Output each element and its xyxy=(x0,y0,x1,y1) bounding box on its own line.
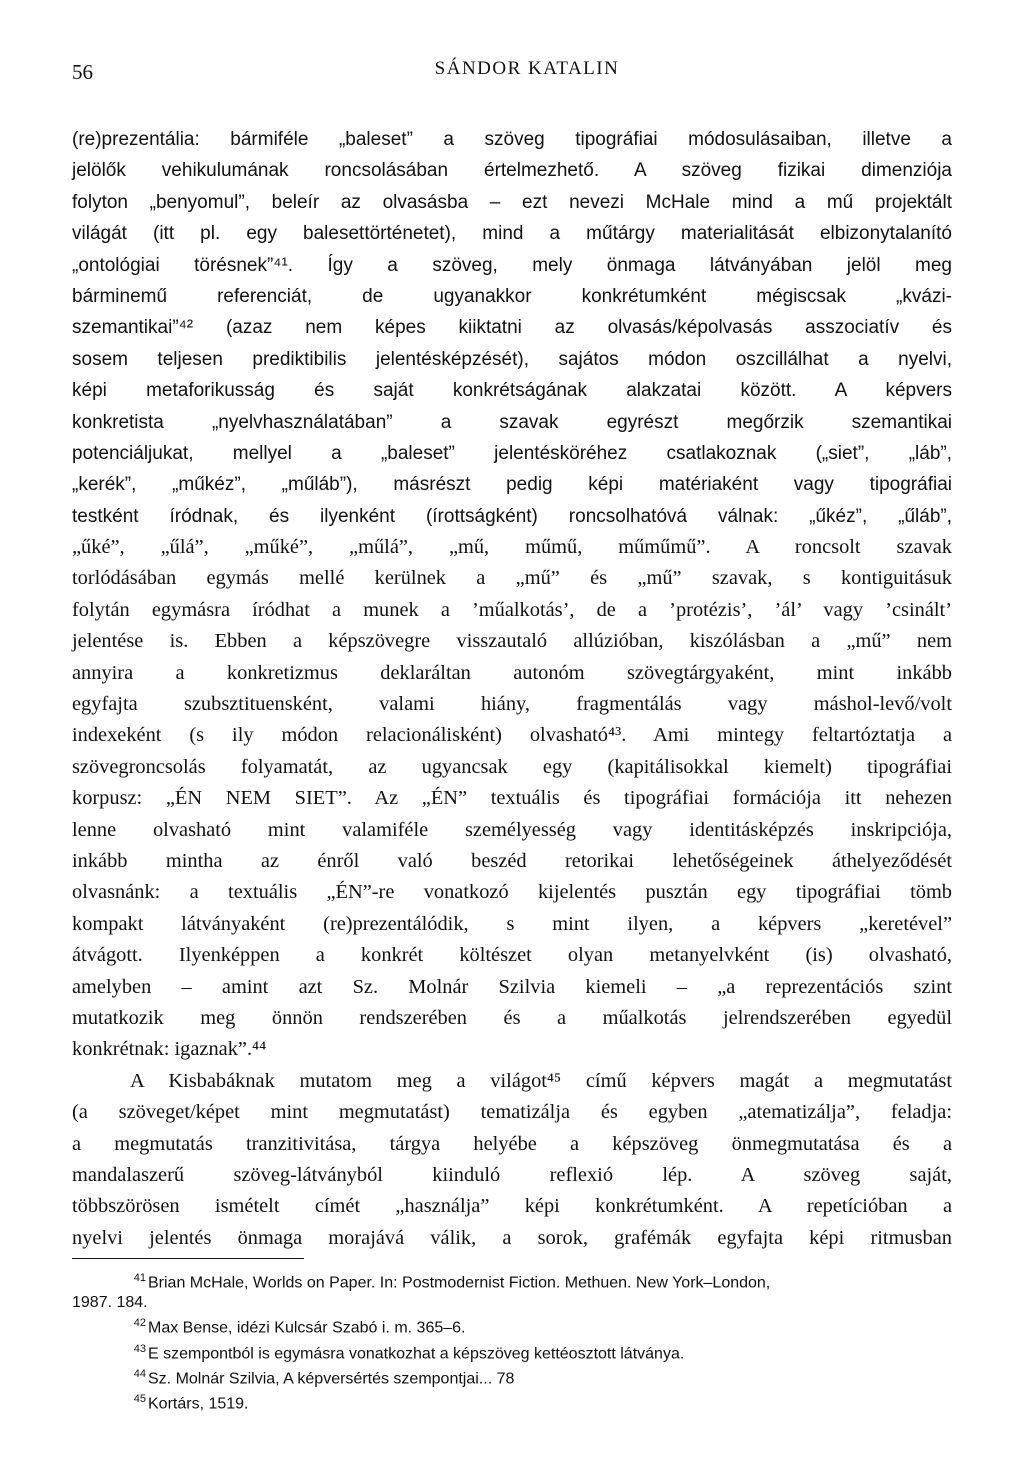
text-line: (a szöveget/képet mint megmutatást) tematizálja és egyben „atematizálja”, feladja: xyxy=(72,1101,952,1124)
text-line: egyfajta szubsztituensként, valami hiány, fragmentálás vagy máshol-levő/volt xyxy=(72,693,952,716)
page-header xyxy=(72,60,952,90)
footnote-number: 45 xyxy=(133,1393,146,1406)
body-text xyxy=(72,124,952,1254)
footnote-text: 1987. 184. xyxy=(72,1294,148,1312)
text-line: indexeként (s ily módon relacionálisként) olvasható⁴³. Ami mintegy feltartóztatja a xyxy=(72,724,952,747)
text-line: jelölők vehikulumának roncsolásában értelmezhető. A szöveg fizikai dimenziója xyxy=(72,160,952,182)
text-line: folyton „benyomul”, beleír az olvasásba – ezt nevezi McHale mind a mű projektált xyxy=(72,191,952,213)
footnote xyxy=(72,1339,952,1364)
footnote-number: 41 xyxy=(133,1272,146,1284)
footnote-number: 42 xyxy=(133,1317,146,1330)
text-line: amelyben – amint azt Sz. Molnár Szilvia kiemeli – „a reprezentációs szint xyxy=(72,975,952,998)
text-line: sosem teljesen prediktibilis jelentésképzését), sajátos módon oszcillálhat a nyelvi, xyxy=(72,348,952,370)
text-line: annyira a konkretizmus deklaráltan autonóm szövegtárgyaként, mint inkább xyxy=(72,661,952,684)
text-line: (re)prezentália: bármiféle „baleset” a szöveg tipográfiai módosulásaiban, illetve a xyxy=(72,129,952,150)
footnote-text: Brian McHale, Worlds on Paper. In: Postmodernist Fiction. Methuen. New York–London, xyxy=(148,1274,771,1292)
footnote-number: 44 xyxy=(133,1367,146,1380)
text-line: korpusz: „ÉN NEM SIET”. Az „ÉN” textuális és tipográfiai formációja itt nehezen xyxy=(72,787,952,810)
footnote-text: Sz. Molnár Szilvia, A képversértés szempontjai... 78 xyxy=(148,1370,515,1388)
footnote-number: 43 xyxy=(133,1342,146,1355)
footnote xyxy=(72,1293,952,1313)
text-line: „ontológiai törésnek”⁴¹. Így a szöveg, mely önmaga látványában jelöl meg xyxy=(72,254,952,276)
text-line: inkább mintha az énről való beszéd retorikai lehetőségeinek áthelyeződését xyxy=(72,849,952,872)
text-line: szemantikai”⁴² (azaz nem képes kiiktatni az olvasás/képolvasás asszociatív és xyxy=(72,317,952,339)
text-line: konkrétnak: igaznak”.⁴⁴ xyxy=(72,1038,267,1061)
text-line: „kerék”, „műkéz”, „műláb”), másrészt pedig képi matériaként vagy tipográfiai xyxy=(72,474,952,496)
footnotes xyxy=(72,1268,952,1415)
text-line: világát (itt pl. egy balesettörténetet), mind a műtárgy materialitását elbizonytalanító xyxy=(72,223,952,245)
text-line: lenne olvasható mint valamiféle személyesség vagy identitásképzés inskripciója, xyxy=(72,818,952,841)
page-number: 56 xyxy=(72,60,93,84)
text-line: folytán egymásra íródhat a munek a ’műalkotás’, de a ’protézis’, ’ál’ vagy ’csinált’ xyxy=(72,598,952,621)
text-line: a megmutatás tranzitivitása, tárgya helyébe a képszöveg önmegmutatása és a xyxy=(72,1132,952,1155)
footnote-text: Max Bense, idézi Kulcsár Szabó i. m. 365–6. xyxy=(148,1319,466,1337)
footnote xyxy=(72,1268,952,1293)
text-line: „űké”, „űlá”, „műké”, „műlá”, „mű, műmű, műműmű”. A roncsolt szavak xyxy=(72,536,952,559)
text-line: kompakt látványaként (re)prezentálódik, s mint ilyen, a képvers „keretével” xyxy=(72,912,952,935)
running-head: SÁNDOR KATALIN xyxy=(434,58,620,79)
text-line: testként íródnak, és ilyenként (írottságként) roncsolhatóvá válnak: „űkéz”, „űláb”, xyxy=(72,505,952,527)
text-line: konkretista „nyelvhasználatában” a szavak egyrészt megőrzik szemantikai xyxy=(72,411,952,433)
text-line: A Kisbabáknak mutatom meg a világot⁴⁵ című képvers magát a megmutatást xyxy=(130,1069,952,1092)
footnote-text: E szempontból is egymásra vonatkozhat a képszöveg kettéosztott látványa. xyxy=(148,1344,685,1362)
footnote-divider xyxy=(72,1258,304,1259)
text-line: potenciáljukat, mellyel a „baleset” jelentésköréhez csatlakoznak („siet”, „láb”, xyxy=(72,442,952,464)
footnote xyxy=(72,1364,952,1389)
text-line: képi metaforikusság és saját konkrétságának alakzatai között. A képvers xyxy=(72,380,952,402)
text-line: nyelvi jelentés önmaga morajává válik, a sorok, grafémák egyfajta képi ritmusban xyxy=(72,1226,952,1249)
text-line: átvágott. Ilyenképpen a konkrét költészet olyan metanyelvként (is) olvasható, xyxy=(72,944,952,967)
text-line: mandalaszerű szöveg-látványból kiinduló reflexió lép. A szöveg saját, xyxy=(72,1163,952,1186)
text-line: bárminemű referenciát, de ugyanakkor konkrétumként mégiscsak „kvázi- xyxy=(72,285,952,307)
footnote-text: Kortárs, 1519. xyxy=(148,1395,249,1413)
text-line: szövegroncsolás folyamatát, az ugyancsak egy (kapitálisokkal kiemelt) tipográfiai xyxy=(72,755,952,778)
text-line: mutatkozik meg önnön rendszerében és a műalkotás jelrendszerében egyedül xyxy=(72,1006,952,1029)
text-line: többszörösen ismételt címét „használja” képi konkrétumként. A repetícióban a xyxy=(72,1195,952,1218)
text-line: olvasnánk: a textuális „ÉN”-re vonatkozó kijelentés pusztán egy tipográfiai tömb xyxy=(72,881,952,904)
footnote xyxy=(72,1313,952,1338)
footnote xyxy=(72,1389,952,1414)
text-line: jelentése is. Ebben a képszövegre visszautaló allúzióban, kiszólásban a „mű” nem xyxy=(72,630,952,653)
text-line: torlódásában egymás mellé kerülnek a „mű” és „mű” szavak, s kontiguitásuk xyxy=(72,567,952,590)
